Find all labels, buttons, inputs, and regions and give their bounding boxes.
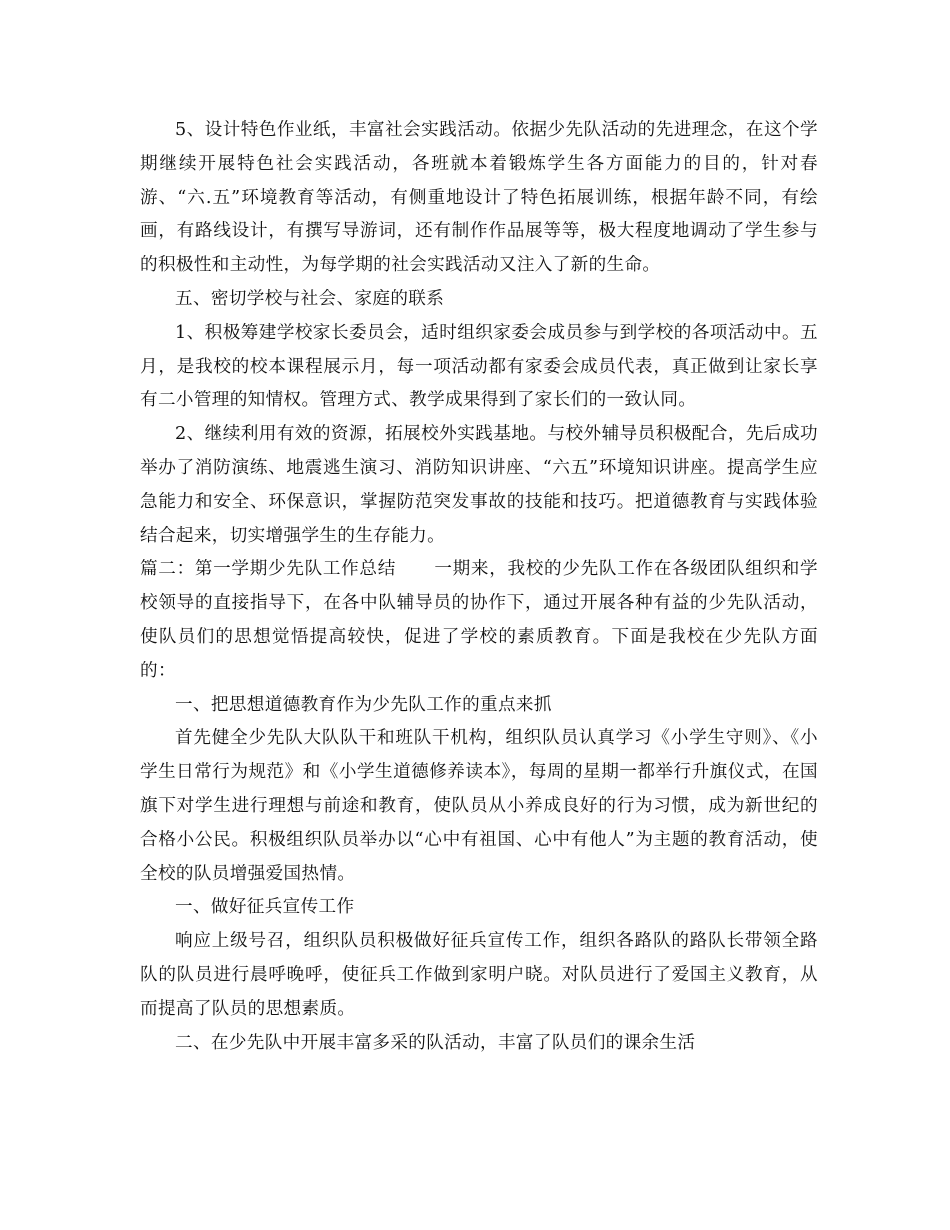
section-heading-recruitment: 一、做好征兵宣传工作 [175,897,355,918]
paragraph-2-practice-base: 2、继续利用有效的资源，拓展校外实践基地。与校外辅导员积极配合，先后成功举办了消防演练、地震逃生演习、消防知识讲座、“六五”环境知识讲座。提高学生应急能力和安全、环保意识，掌握防范突发事故的技能和技巧。把道德教育与实践体验结合起来，切实增强学生的生存能力。 [140,424,818,546]
article-two-opening: 一期来，我校的少先队工作在各级团队组织和学校领导的直接指导下，在各中队辅导员的协作下，通过开展各种有益的少先队活动，使队员们的思想觉悟提高较快，促进了学校的素质教育。下面是我校在少先队方面的： [140,559,818,681]
document-body [140,114,818,1060]
paragraph-5-practice-activities: 5、设计特色作业纸，丰富社会实践活动。依据少先队活动的先进理念，在这个学期继续开展特色社会实践活动，各班就本着锻炼学生各方面能力的目的，针对春游、“六.五”环境教育等活动，有侧重地设计了特色拓展训练，根据年龄不同，有绘画，有路线设计，有撰写导游词，还有制作作品展等等，极大程度地调动了学生参与的积极性和主动性，为每学期的社会实践活动又注入了新的生命。 [140,120,818,276]
paragraph-moral-education: 首先健全少先队大队队干和班队干机构，组织队员认真学习《小学生守则》、《小学生日常行为规范》和《小学生道德修养读本》，每周的星期一都举行升旗仪式，在国旗下对学生进行理想与前途和教育，使队员从小养成良好的行为习惯，成为新世纪的合格小公民。积极组织队员举办以“心中有祖国、心中有他人”为主题的教育活动，使全校的队员增强爱国热情。 [140,728,818,884]
section-heading-team-activities: 二、在少先队中开展丰富多采的队活动，丰富了队员们的课余生活 [175,1032,696,1053]
paragraph-recruitment: 响应上级号召，组织队员积极做好征兵宣传工作，组织各路队的路队长带领全路队的队员进行晨呼晚呼，使征兵工作做到家明户晓。对队员进行了爱国主义教育，从而提高了队员的思想素质。 [140,931,818,1019]
article-two-intro [140,553,818,688]
section-heading-school-society-family: 五、密切学校与社会、家庭的联系 [175,288,445,309]
paragraph-1-parents-committee: 1、积极筹建学校家长委员会，适时组织家委会成员参与到学校的各项活动中。五月，是我校的校本课程展示月，每一项活动都有家委会成员代表，真正做到让家长享有二小管理的知情权。管理方式、教学成果得到了家长们的一致认同。 [140,322,818,411]
section-heading-moral-education: 一、把思想道德教育作为少先队工作的重点来抓 [175,694,552,715]
article-two-title: 篇二：第一学期少先队工作总结 [140,559,396,580]
